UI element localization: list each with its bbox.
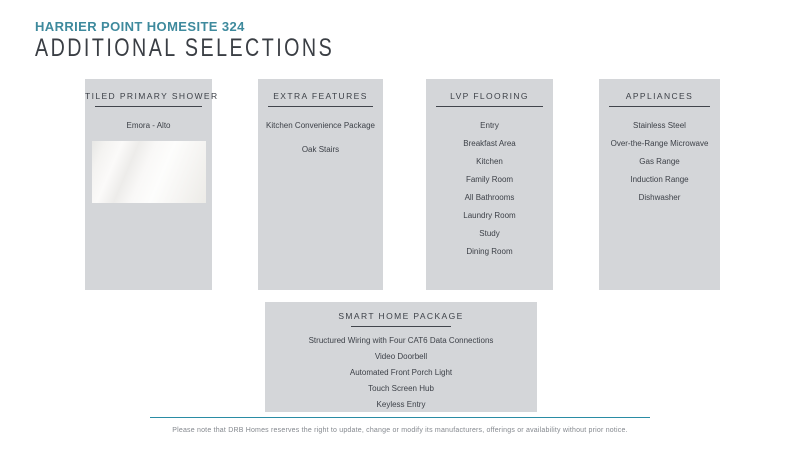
- card-item-list: [426, 119, 553, 258]
- card-smart-home-package: [265, 302, 537, 412]
- card-item: Kitchen: [476, 157, 503, 166]
- card-item-list: [258, 119, 383, 156]
- card-item-list: [265, 334, 537, 411]
- title-underline: [609, 106, 710, 107]
- community-homesite-subtitle: HARRIER POINT HOMESITE 324: [35, 19, 245, 34]
- marble-tile-swatch-image: [92, 141, 206, 203]
- card-item: Induction Range: [630, 175, 689, 184]
- title-underline: [436, 106, 543, 107]
- card-title: EXTRA FEATURES: [273, 91, 368, 101]
- card-item-list: [599, 119, 720, 204]
- card-item: Study: [479, 229, 500, 238]
- card-item: Gas Range: [639, 157, 680, 166]
- card-item: Video Doorbell: [374, 352, 428, 361]
- footer-divider-line: [150, 417, 650, 418]
- card-item: Over-the-Range Microwave: [610, 139, 709, 148]
- title-underline: [95, 106, 202, 107]
- card-appliances: [599, 79, 720, 290]
- title-underline: [268, 106, 373, 107]
- card-item: All Bathrooms: [464, 193, 515, 202]
- title-underline: [351, 326, 451, 327]
- card-item: Breakfast Area: [463, 139, 516, 148]
- card-extra-features: [258, 79, 383, 290]
- card-item: Keyless Entry: [376, 400, 426, 409]
- card-title: SMART HOME PACKAGE: [338, 311, 464, 321]
- card-item: Laundry Room: [463, 211, 516, 220]
- card-item: Oak Stairs: [301, 145, 340, 154]
- card-item: Entry: [480, 121, 499, 130]
- card-item: Stainless Steel: [633, 121, 686, 130]
- card-title: LVP FLOORING: [450, 91, 529, 101]
- card-item-list: [85, 119, 212, 132]
- card-item: Touch Screen Hub: [368, 384, 434, 393]
- card-item: Structured Wiring with Four CAT6 Data Connections: [308, 336, 494, 345]
- page-title: ADDITIONAL SELECTIONS: [35, 34, 335, 63]
- card-title: TILED PRIMARY SHOWER: [85, 91, 219, 101]
- card-item: Dishwasher: [638, 193, 681, 202]
- card-lvp-flooring: [426, 79, 553, 290]
- card-title: APPLIANCES: [625, 91, 694, 101]
- card-item: Family Room: [465, 175, 514, 184]
- card-tiled-primary-shower: [85, 79, 219, 290]
- card-item: Dining Room: [466, 247, 513, 256]
- card-item: Emora - Alto: [126, 121, 171, 130]
- card-item: Automated Front Porch Light: [349, 368, 453, 377]
- card-item: Kitchen Convenience Package: [266, 121, 375, 130]
- disclaimer-text: Please note that DRB Homes reserves the right to update, change or modify its manufacturers, offerings or availability without prior notice.: [172, 427, 628, 434]
